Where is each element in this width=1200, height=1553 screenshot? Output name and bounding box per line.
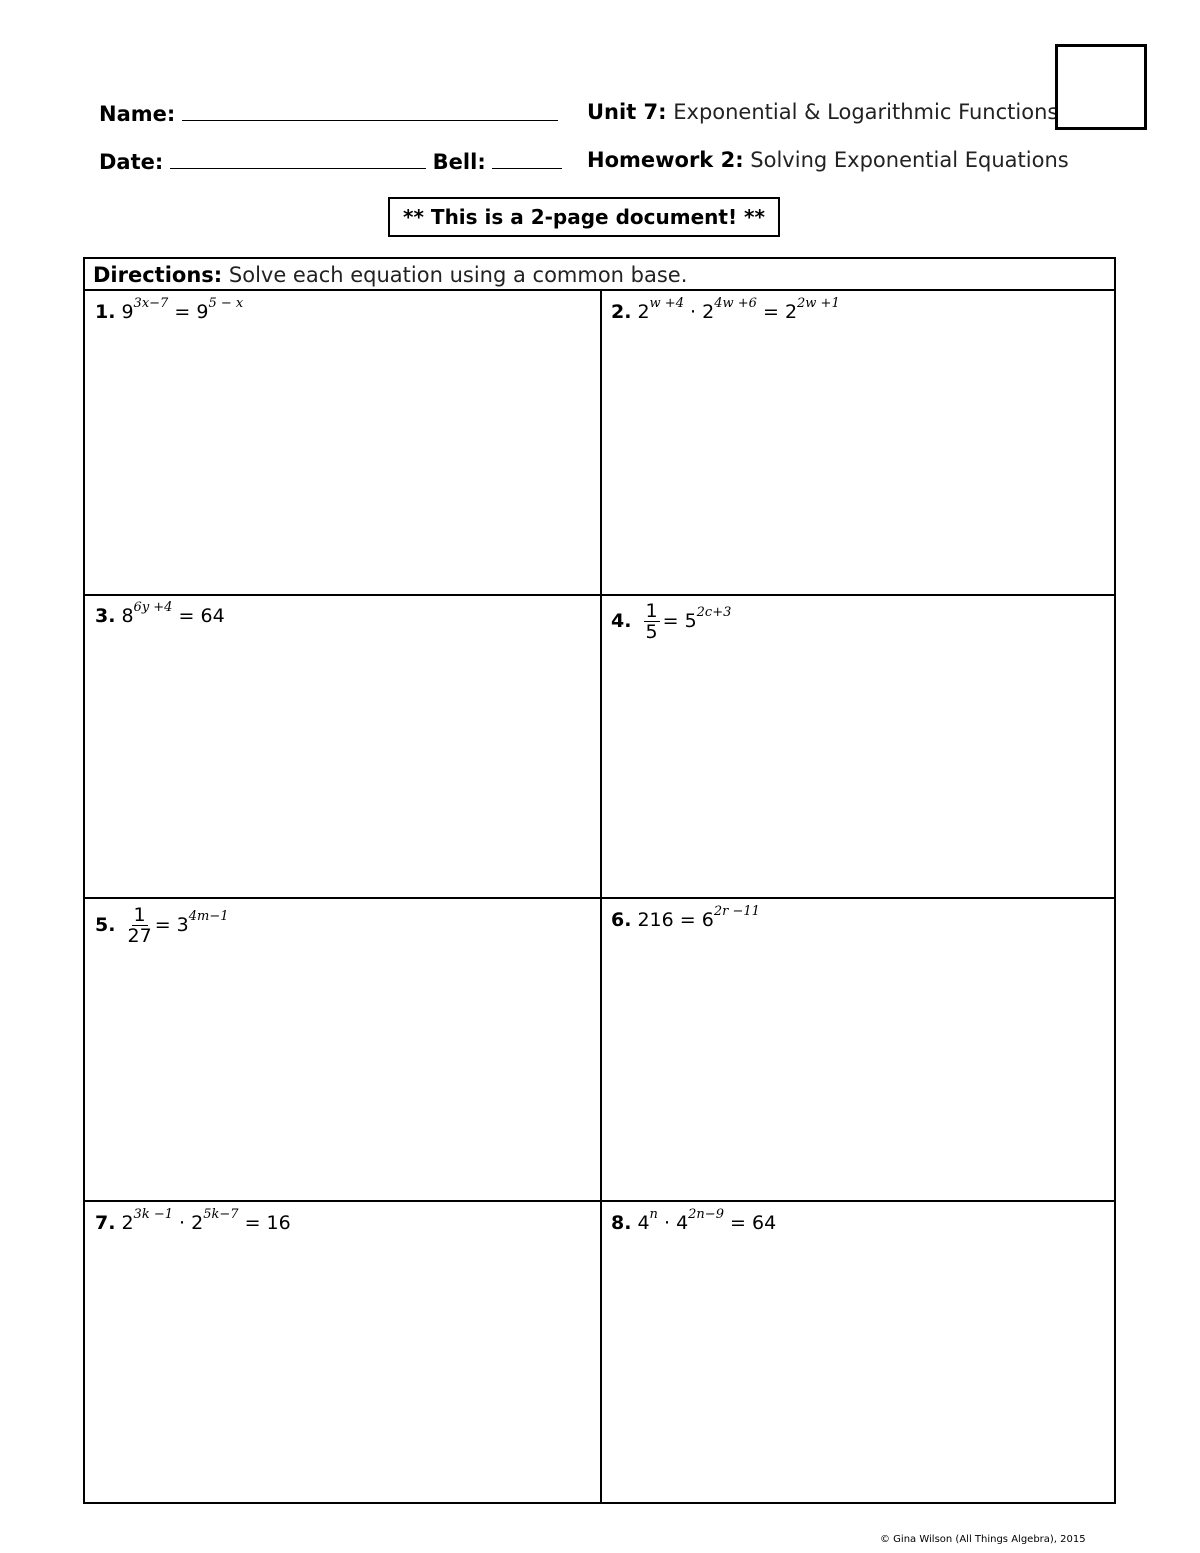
base: 6	[701, 909, 714, 931]
homework-title: Solving Exponential Equations	[750, 148, 1069, 172]
exponent: n	[649, 1206, 658, 1222]
problem-8	[611, 1206, 777, 1234]
directions-text: Solve each equation using a common base.	[228, 263, 688, 287]
problem-number: 1.	[95, 301, 116, 323]
denominator: 5	[645, 621, 658, 643]
copyright-footer: © Gina Wilson (All Things Algebra), 2015	[880, 1534, 1086, 1545]
directions-bar	[85, 259, 1114, 291]
base: 9	[121, 301, 134, 323]
name-row	[99, 100, 558, 126]
fraction	[644, 601, 660, 642]
numerator: 1	[133, 904, 146, 926]
problem-1	[95, 295, 244, 323]
base: 3	[176, 914, 189, 936]
lhs: 216 =	[637, 909, 696, 931]
unit-label: Unit 7:	[587, 100, 667, 124]
rhs: = 64	[730, 1212, 777, 1234]
name-field[interactable]	[182, 100, 558, 121]
dot: ·	[179, 1212, 186, 1234]
exponent: 5 − x	[208, 295, 244, 311]
problem-6	[611, 903, 760, 931]
base: 9	[196, 301, 209, 323]
dot: ·	[663, 1212, 671, 1234]
exponent: 4w +6	[714, 295, 757, 311]
base: 8	[121, 605, 134, 627]
problem-number: 8.	[611, 1212, 632, 1234]
exponent: 5k−7	[203, 1206, 239, 1222]
homework-row	[587, 148, 1069, 172]
base: 2	[637, 301, 650, 323]
base: 5	[684, 610, 697, 632]
problem-number: 5.	[95, 914, 116, 936]
base: 2	[121, 1212, 134, 1234]
equals: =	[662, 610, 679, 632]
exponent: 3x−7	[133, 295, 169, 311]
row-divider-3	[85, 1200, 1114, 1202]
base: 2	[191, 1212, 204, 1234]
problem-3	[95, 599, 225, 627]
exponent: 2c+3	[696, 604, 732, 620]
problem-2	[611, 295, 840, 323]
denominator: 27	[127, 925, 152, 947]
problem-number: 6.	[611, 909, 632, 931]
row-divider-1	[85, 594, 1114, 596]
numerator: 1	[645, 600, 658, 622]
fraction	[128, 905, 152, 946]
problem-5	[95, 905, 229, 946]
base: 4	[637, 1212, 650, 1234]
exponent: 2r −11	[713, 903, 760, 919]
score-box[interactable]	[1055, 44, 1147, 130]
exponent: 2w +1	[797, 295, 840, 311]
unit-title: Exponential & Logarithmic Functions	[673, 100, 1059, 124]
problem-4	[611, 601, 731, 642]
dot: ·	[690, 301, 697, 323]
name-label: Name:	[99, 102, 176, 126]
problem-grid	[83, 257, 1116, 1504]
exponent: 6y +4	[133, 599, 173, 615]
problem-number: 4.	[611, 610, 632, 632]
rhs: = 16	[244, 1212, 291, 1234]
problem-number: 2.	[611, 301, 632, 323]
rhs: = 64	[178, 605, 225, 627]
bell-label: Bell:	[432, 150, 486, 174]
exponent: w +4	[649, 295, 684, 311]
row-divider-2	[85, 897, 1114, 899]
exponent: 3k −1	[133, 1206, 173, 1222]
date-row	[99, 148, 562, 174]
exponent: 4m−1	[188, 908, 229, 924]
problem-number: 7.	[95, 1212, 116, 1234]
problem-7	[95, 1206, 291, 1234]
date-field[interactable]	[170, 148, 426, 169]
equals: =	[154, 914, 171, 936]
base: 2	[784, 301, 798, 323]
base: 4	[676, 1212, 689, 1234]
exponent: 2n−9	[688, 1206, 724, 1222]
equals: =	[762, 301, 779, 323]
problem-number: 3.	[95, 605, 116, 627]
equals: =	[174, 301, 191, 323]
directions-label: Directions:	[93, 263, 223, 287]
homework-label: Homework 2:	[587, 148, 744, 172]
base: 2	[702, 301, 715, 323]
bell-field[interactable]	[492, 148, 562, 169]
two-page-notice: ** This is a 2-page document! **	[388, 197, 780, 237]
date-label: Date:	[99, 150, 164, 174]
unit-row	[587, 100, 1058, 124]
